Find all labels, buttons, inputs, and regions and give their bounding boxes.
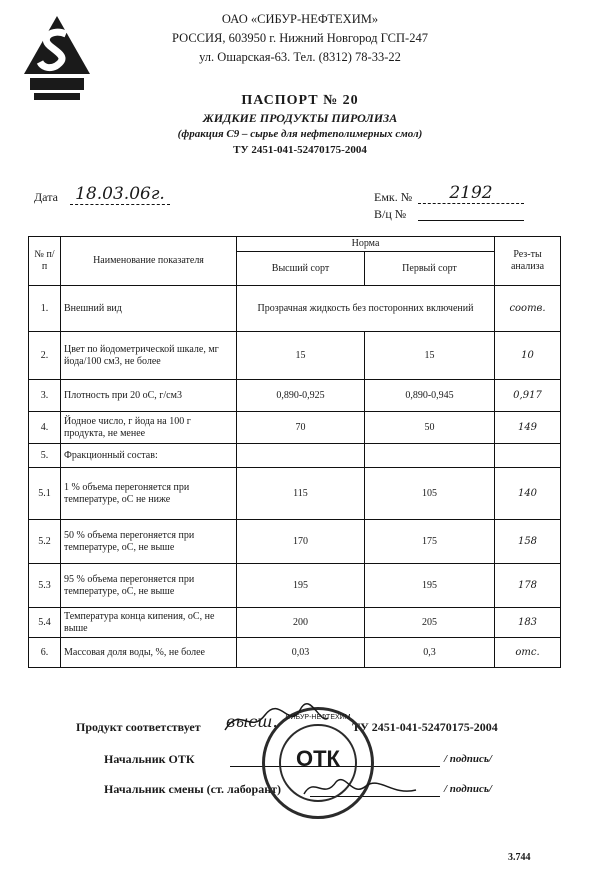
row-num: 5. [29,444,61,468]
spec-number: ТУ 2451-041-52470175-2004 [233,144,367,156]
signature-scribble-2 [300,770,420,806]
row-num: 5.4 [29,608,61,638]
row-name: Внешний вид [61,286,237,332]
row-name: Массовая доля воды, %, не более [61,638,237,668]
table-row [29,444,561,468]
table-row [29,286,561,332]
table-row [29,638,561,668]
row-first-grade: 105 [365,468,495,520]
row-name: Йодное число, г йода на 100 г продукта, не менее [61,412,237,444]
table-row [29,520,561,564]
table-row [29,332,561,380]
row-first-grade [365,444,495,468]
capacity-label: Емк. № [374,190,413,204]
row-result: 158 [495,520,561,564]
row-result: 140 [495,468,561,520]
conforms-spec: ТУ 2451-041-52470175-2004 [352,720,498,734]
company-name: ОАО «СИБУР-НЕФТЕХИМ» [221,12,379,26]
table-row [29,608,561,638]
row-num: 5.1 [29,468,61,520]
row-name: Температура конца кипения, оС, не выше [61,608,237,638]
row-first-grade: 205 [365,608,495,638]
table-row [29,468,561,520]
otk-chief-label: Начальник ОТК [104,752,195,766]
header-num: № п/п [29,237,61,286]
row-top-grade: 15 [237,332,365,380]
row-first-grade: 0,890-0,945 [365,380,495,412]
row-result: 149 [495,412,561,444]
otk-signature-hint: / подпись/ [444,753,492,765]
date-label: Дата [34,190,58,204]
quality-table [28,236,561,668]
row-top-grade: 0,890-0,925 [237,380,365,412]
date-value: 18.03.06г. [70,184,170,205]
row-result: 178 [495,564,561,608]
shift-chief-label: Начальник смены (ст. лаборант) [104,782,282,796]
row-num: 1. [29,286,61,332]
conforms-label: Продукт соответствует [76,720,201,734]
row-merged-norm: Прозрачная жидкость без посторонних включений [237,286,495,332]
row-name: Фракционный состав: [61,444,237,468]
row-top-grade: 70 [237,412,365,444]
row-first-grade: 175 [365,520,495,564]
row-name: Цвет по йодометрической шкале, мг йода/100 см3, не более [61,332,237,380]
row-result [495,444,561,468]
row-result: соотв. [495,286,561,332]
header-top-grade: Высший сорт [237,252,365,286]
row-first-grade: 195 [365,564,495,608]
fraction-description: (фракция С9 – сырье для нефтеполимерных смол) [177,128,423,140]
header-norm: Норма [237,237,495,252]
company-logo [18,14,96,104]
row-first-grade: 15 [365,332,495,380]
table-row [29,412,561,444]
row-first-grade: 0,3 [365,638,495,668]
row-top-grade: 170 [237,520,365,564]
stamp-ring-text: СИБУР-НЕФТЕХИМ [285,714,351,721]
row-num: 2. [29,332,61,380]
conforms-grade: высш. [226,712,278,731]
row-num: 5.3 [29,564,61,608]
row-top-grade: 115 [237,468,365,520]
row-top-grade: 0,03 [237,638,365,668]
table-row [29,564,561,608]
car-value [418,207,524,221]
row-first-grade: 50 [365,412,495,444]
page-code: 3.744 [508,852,531,863]
product-name: ЖИДКИЕ ПРОДУКТЫ ПИРОЛИЗА [202,111,398,125]
row-result: 183 [495,608,561,638]
company-address-line1: РОССИЯ, 603950 г. Нижний Новгород ГСП-247 [172,31,428,45]
row-top-grade: 195 [237,564,365,608]
row-name: 1 % объема перегоняется при температуре, оС не ниже [61,468,237,520]
header-first-grade: Первый сорт [365,252,495,286]
stamp-label: ОТК [296,746,340,771]
row-name: 50 % объема перегоняется при температуре, оС, не выше [61,520,237,564]
row-name: 95 % объема перегоняется при температуре, оС, не выше [61,564,237,608]
row-top-grade: 200 [237,608,365,638]
row-result: отс. [495,638,561,668]
signature-scribble-1 [220,700,330,740]
header-results: Рез-ты анализа [495,237,561,286]
capacity-value: 2192 [418,183,524,204]
header-name: Наименование показателя [61,237,237,286]
row-num: 5.2 [29,520,61,564]
car-label: В/ц № [374,207,407,221]
row-result: 0,917 [495,380,561,412]
passport-title: ПАСПОРТ № 20 [241,93,359,108]
row-name: Плотность при 20 оС, г/см3 [61,380,237,412]
company-address-line2: ул. Ошарская-63. Тел. (8312) 78-33-22 [199,50,401,64]
row-num: 4. [29,412,61,444]
row-result: 10 [495,332,561,380]
table-row [29,380,561,412]
row-num: 6. [29,638,61,668]
row-num: 3. [29,380,61,412]
shift-signature-hint: / подпись/ [444,783,492,795]
row-top-grade [237,444,365,468]
